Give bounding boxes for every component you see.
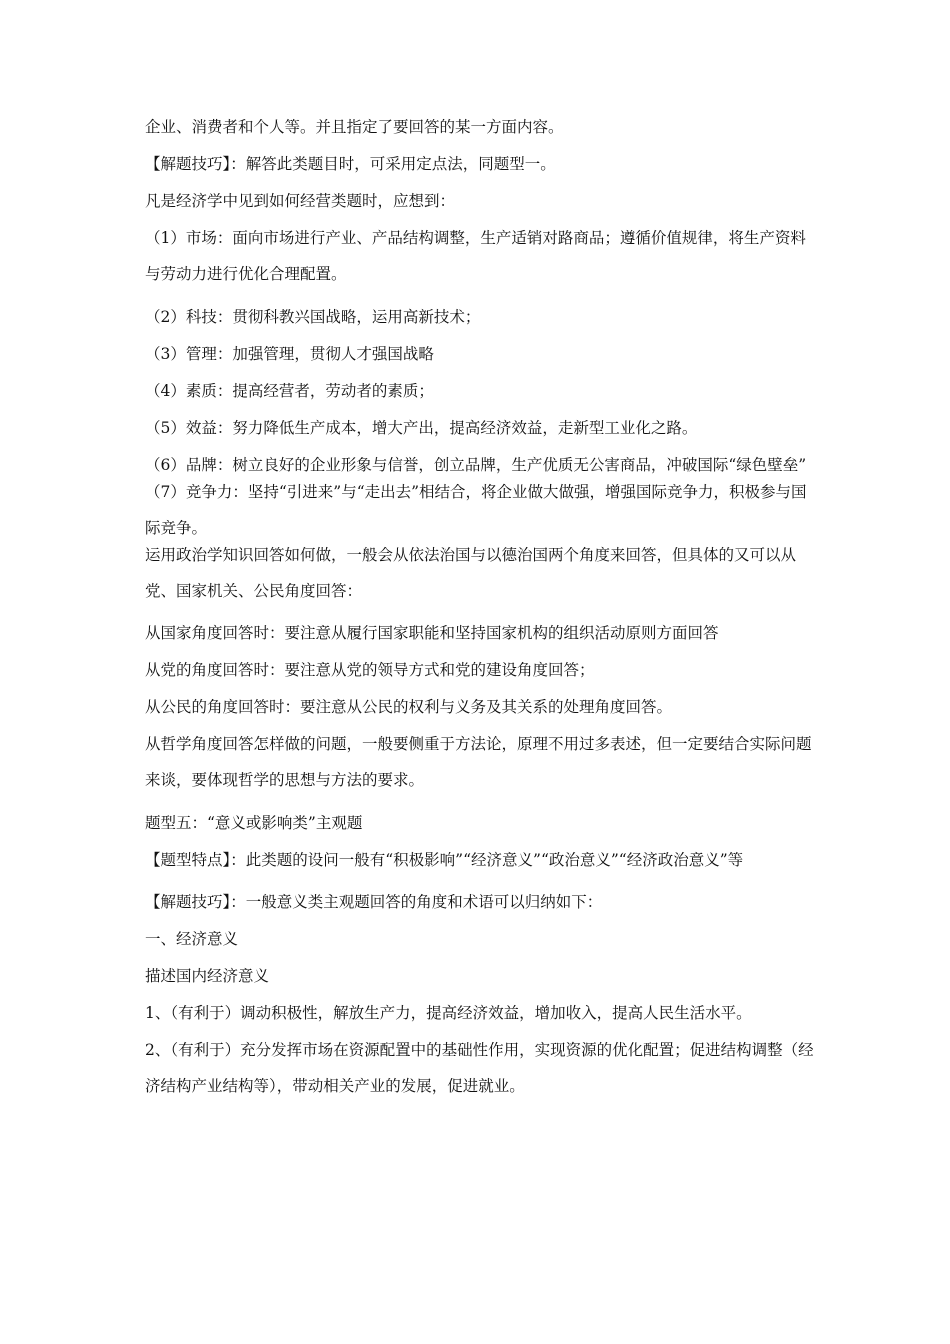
section-heading: 一、经济意义	[145, 930, 239, 948]
paragraph: 运用政治学知识回答如何做，一般会从依法治国与以德治国两个角度来回答，但具体的又可以从党、国家机关、公民角度回答：	[145, 545, 797, 600]
paragraph: 从国家角度回答时：要注意从履行国家职能和坚持国家机构的组织活动原则方面回答	[145, 624, 719, 642]
paragraph: （2）科技：贯彻科教兴国战略，运用高新技术；	[145, 307, 481, 326]
list-item: 2、（有利于）充分发挥市场在资源配置中的基础性作用，实现资源的优化配置；促进结构调整（经济结构产业结构等），带动相关产业的发展，促进就业。	[145, 1041, 814, 1095]
paragraph: 【解题技巧】：解答此类题目时，可采用定点法，同题型一。	[145, 155, 556, 173]
paragraph: 从哲学角度回答怎样做的问题，一般要侧重于方法论，原理不用过多表述，但一定要结合实际问题来谈，要体现哲学的思想与方法的要求。	[145, 735, 812, 789]
paragraph: （6）品牌：树立良好的企业形象与信誉，创立品牌，生产优质无公害商品，冲破国际“绿色壁垒”	[145, 455, 807, 474]
paragraph: 【解题技巧】：一般意义类主观题回答的角度和术语可以归纳如下：	[145, 893, 603, 911]
paragraph: （4）素质：提高经营者，劳动者的素质；	[145, 381, 434, 400]
paragraph: 从公民的角度回答时：要注意从公民的权利与义务及其关系的处理角度回答。	[145, 698, 673, 716]
section-heading: 题型五：“意义或影响类”主观题	[145, 813, 363, 832]
paragraph: （5）效益：努力降低生产成本，增大产出，提高经济效益，走新型工业化之路。	[145, 418, 698, 437]
list-item: 1、（有利于）调动积极性，解放生产力，提高经济效益，增加收入，提高人民生活水平。	[145, 1004, 752, 1022]
document-body	[145, 118, 815, 1104]
paragraph: 凡是经济学中见到如何经营类题时，应想到：	[145, 192, 456, 210]
paragraph: （3）管理：加强管理，贯彻人才强国战略	[145, 344, 434, 363]
paragraph: 【题型特点】：此类题的设问一般有“积极影响”“经济意义”“政治意义”“经济政治意义”等	[145, 850, 744, 869]
paragraph: （1）市场：面向市场进行产业、产品结构调整，生产适销对路商品；遵循价值规律，将生产资料与劳动力进行优化合理配置。	[145, 229, 806, 283]
paragraph: （7）竞争力：坚持“引进来”与“走出去”相结合，将企业做大做强，增强国际竞争力，积极参与国际竞争。	[145, 482, 807, 537]
paragraph: 企业、消费者和个人等。并且指定了要回答的某一方面内容。	[145, 118, 564, 136]
paragraph: 从党的角度回答时：要注意从党的领导方式和党的建设角度回答；	[145, 661, 595, 679]
paragraph: 描述国内经济意义	[145, 967, 270, 985]
